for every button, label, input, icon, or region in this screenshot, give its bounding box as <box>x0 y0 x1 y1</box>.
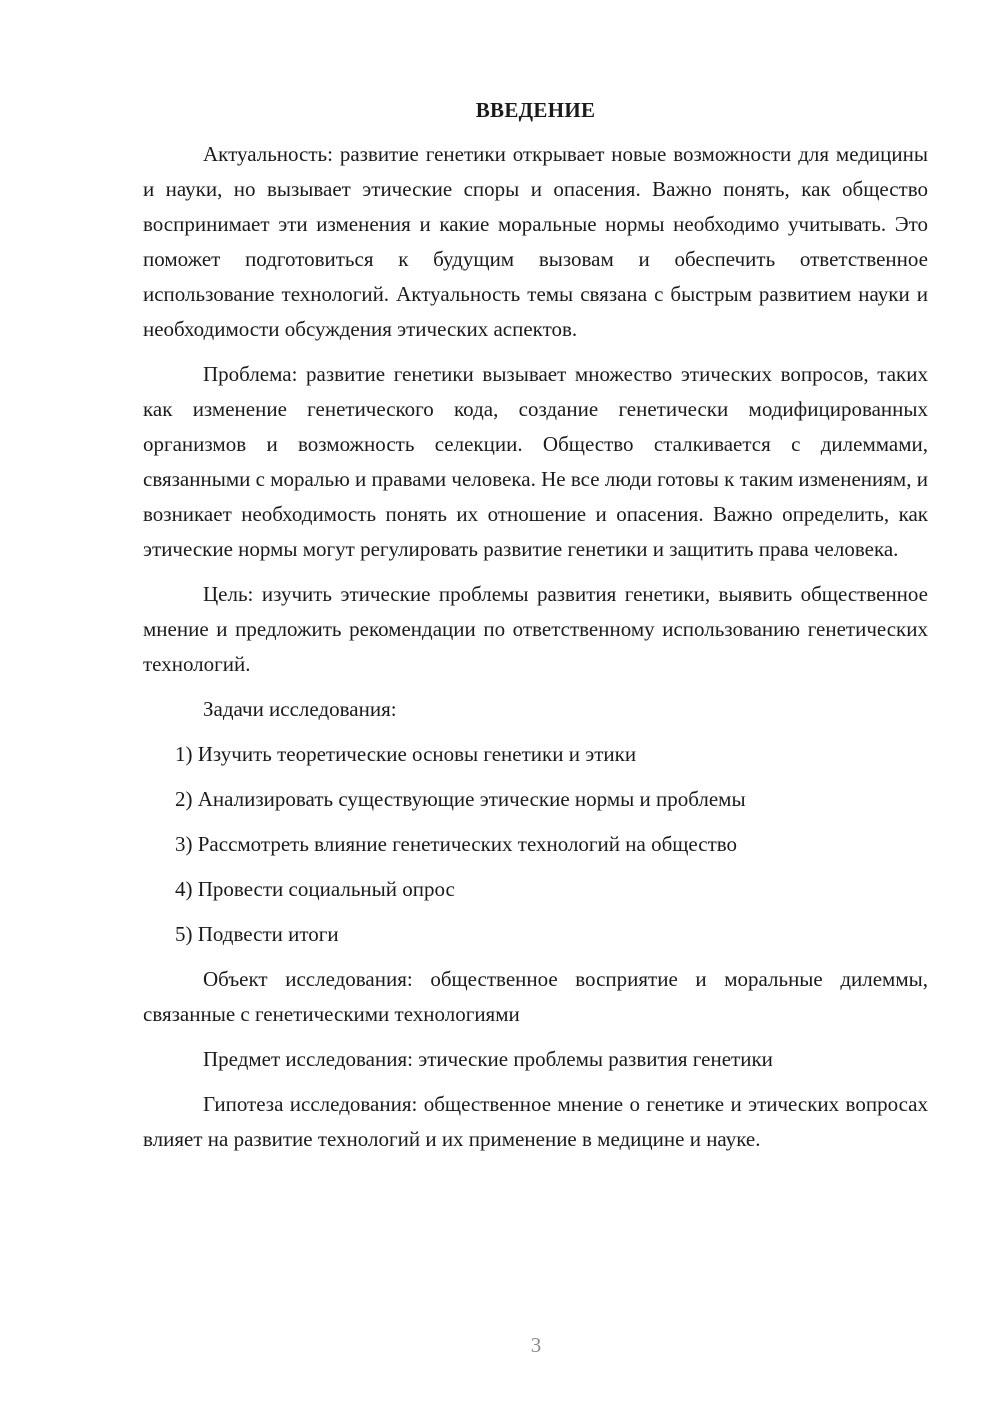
relevance-paragraph: Актуальность: развитие генетики открывает новые возможности для медицины и науки, но вызывает этические споры и опасения. Важно понять, как общество воспринимает эти изменения и какие моральные нормы необходимо учитывать. Это поможет подготовиться к будущим вызовам и обеспечить ответственное использование технологий. Актуальность темы связана с быстрым развитием науки и необходимости обсуждения этических аспектов. <box>143 142 928 341</box>
goal-paragraph: Цель: изучить этические проблемы развития генетики, выявить общественное мнение и предложить рекомендации по ответственному использованию генетических технологий. <box>143 582 928 676</box>
problem-paragraph: Проблема: развитие генетики вызывает множество этических вопросов, таких как изменение генетического кода, создание генетически модифицированных организмов и возможность селекции. Общество сталкивается с дилеммами, связанными с моралью и правами человека. Не все люди готовы к таким изменениям, и возникает необходимость понять их отношение и опасения. Важно определить, как этические нормы могут регулировать развитие генетики и защитить права человека. <box>143 362 928 561</box>
task-item: 4) Провести социальный опрос <box>175 877 455 901</box>
task-item: 2) Анализировать существующие этические нормы и проблемы <box>175 787 746 811</box>
subject-paragraph: Предмет исследования: этические проблемы развития генетики <box>203 1047 773 1071</box>
page-number: 3 <box>530 1333 542 1357</box>
tasks-list <box>143 737 928 952</box>
object-paragraph: Объект исследования: общественное восприятие и моральные дилеммы, связанные с генетическими технологиями <box>143 967 928 1026</box>
hypothesis-paragraph: Гипотеза исследования: общественное мнение о генетике и этических вопросах влияет на развитие технологий и их применение в медицине и науке. <box>143 1092 928 1151</box>
section-title: ВВЕДЕНИЕ <box>475 98 596 122</box>
task-item: 5) Подвести итоги <box>175 922 339 946</box>
task-item: 3) Рассмотреть влияние генетических технологий на общество <box>175 832 738 856</box>
task-item: 1) Изучить теоретические основы генетики и этики <box>175 742 637 766</box>
page-content <box>143 95 928 1167</box>
tasks-heading: Задачи исследования: <box>203 697 397 721</box>
